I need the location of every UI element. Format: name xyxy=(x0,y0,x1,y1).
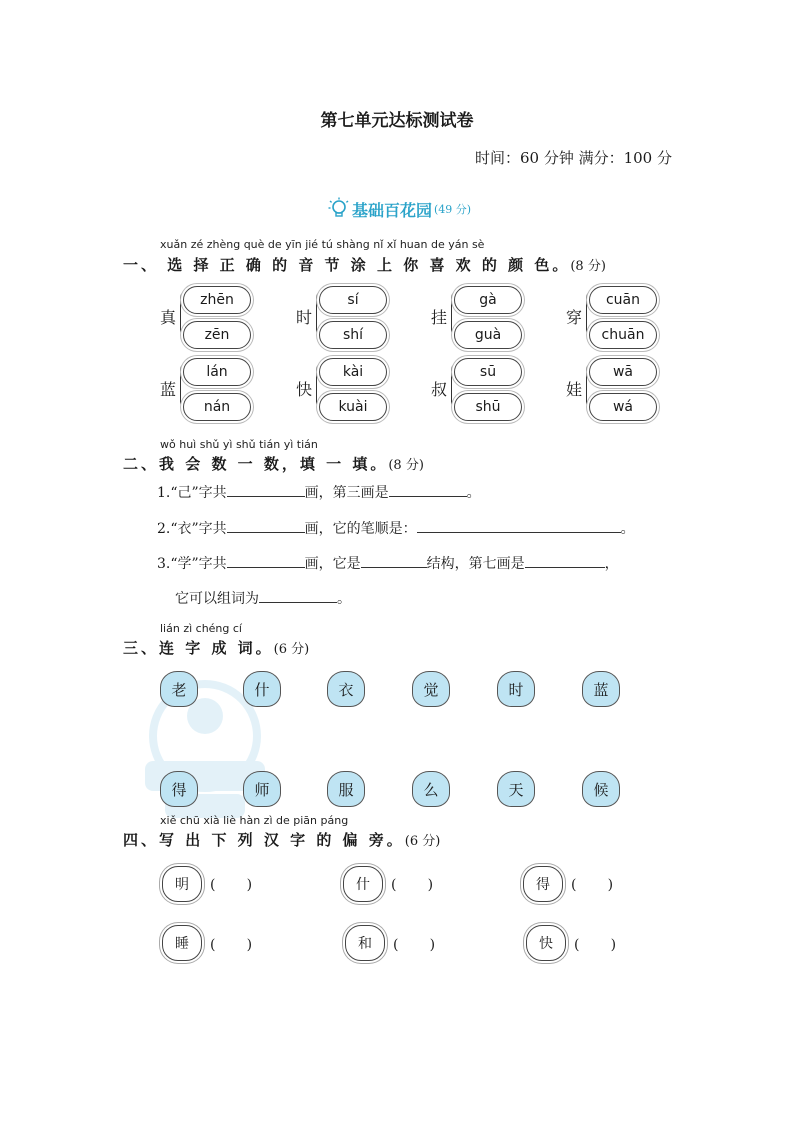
q2-pinyin: wǒ huì shǔ yì shǔ tián yì tián xyxy=(160,438,318,451)
syllable-option[interactable]: gà xyxy=(454,286,522,314)
q3-label: 三、连 字 成 词。 xyxy=(123,639,274,657)
q1-char: 娃 xyxy=(566,380,583,399)
page-title: 第七单元达标测试卷 xyxy=(320,111,474,131)
answer-paren[interactable]: ( ) xyxy=(574,937,617,953)
answer-paren[interactable]: ( ) xyxy=(571,877,614,893)
answer-blank[interactable] xyxy=(227,553,305,568)
radical-char: 快 xyxy=(526,925,566,961)
syllable-option[interactable]: guà xyxy=(454,321,522,349)
banner-points: (49 分) xyxy=(434,203,472,216)
word-tile[interactable]: 天 xyxy=(497,771,535,807)
q4-label: 四、写 出 下 列 汉 字 的 偏 旁。 xyxy=(123,831,405,849)
q1-points: (8 分) xyxy=(570,259,606,274)
word-tile[interactable]: 蓝 xyxy=(582,671,620,707)
text: 2.“衣”字共 xyxy=(157,521,227,537)
word-tile[interactable]: 服 xyxy=(327,771,365,807)
q3-pinyin: lián zì chéng cí xyxy=(160,622,242,635)
syllable-option[interactable]: lán xyxy=(183,358,251,386)
syllable-option[interactable]: chuān xyxy=(589,321,657,349)
word-tile[interactable]: 么 xyxy=(412,771,450,807)
text: 3.“学”字共 xyxy=(157,556,227,572)
syllable-option[interactable]: wá xyxy=(589,393,657,421)
syllable-option[interactable]: wā xyxy=(589,358,657,386)
text: 画，它是 xyxy=(304,556,361,572)
q4-heading xyxy=(123,829,440,850)
radical-char: 和 xyxy=(345,925,385,961)
word-tile[interactable]: 候 xyxy=(582,771,620,807)
syllable-option[interactable]: sí xyxy=(319,286,387,314)
q4-points: (6 分) xyxy=(404,834,441,849)
radical-char: 什 xyxy=(343,866,383,902)
syllable-option[interactable]: shū xyxy=(454,393,522,421)
syllable-option[interactable]: kài xyxy=(319,358,387,386)
syllable-option[interactable]: kuài xyxy=(319,393,387,421)
q1-pinyin: xuǎn zé zhèng què de yīn jié tú shàng nǐ xǐ huan de yán sè xyxy=(160,238,485,251)
answer-blank[interactable] xyxy=(227,482,305,497)
text: 画，第三画是 xyxy=(304,485,389,501)
radical-char: 得 xyxy=(523,866,563,902)
word-tile[interactable]: 觉 xyxy=(412,671,450,707)
q2-heading xyxy=(123,453,424,474)
q2-line-4 xyxy=(175,588,351,608)
word-tile[interactable]: 得 xyxy=(160,771,198,807)
word-tile[interactable]: 什 xyxy=(243,671,281,707)
q1-label: 一、 选 择 正 确 的 音 节 涂 上 你 喜 欢 的 颜 色。 xyxy=(123,256,571,274)
text: 它可以组词为 xyxy=(175,591,259,607)
syllable-option[interactable]: zhēn xyxy=(183,286,251,314)
syllable-option[interactable]: zēn xyxy=(183,321,251,349)
text: 。 xyxy=(620,521,635,537)
text: 画，它的笔顺是： xyxy=(304,521,417,537)
radical-char: 明 xyxy=(162,866,202,902)
answer-blank[interactable] xyxy=(389,482,467,497)
text: 。 xyxy=(466,485,481,501)
q2-label: 二、我 会 数 一 数，填 一 填。 xyxy=(123,455,389,473)
text: 1.“己”字共 xyxy=(157,485,227,501)
banner-label: 基础百花园 xyxy=(352,200,433,220)
word-tile[interactable]: 时 xyxy=(497,671,535,707)
word-tile[interactable]: 衣 xyxy=(327,671,365,707)
answer-paren[interactable]: ( ) xyxy=(391,877,434,893)
q1-char: 时 xyxy=(296,308,313,327)
answer-blank[interactable] xyxy=(417,518,621,533)
q3-points: (6 分) xyxy=(273,642,310,657)
q1-char: 挂 xyxy=(431,308,448,327)
word-tile[interactable]: 师 xyxy=(243,771,281,807)
answer-paren[interactable]: ( ) xyxy=(210,877,253,893)
q4-pinyin: xiě chū xià liè hàn zì de piān páng xyxy=(160,814,349,827)
answer-paren[interactable]: ( ) xyxy=(393,937,436,953)
q1-char: 快 xyxy=(296,380,313,399)
word-tile[interactable]: 老 xyxy=(160,671,198,707)
answer-blank[interactable] xyxy=(259,588,337,603)
section-banner xyxy=(328,196,471,222)
text: 。 xyxy=(337,591,351,607)
lightbulb-icon xyxy=(328,197,350,221)
radical-char: 睡 xyxy=(162,925,202,961)
exam-meta: 时间：60 分钟 满分：100 分 xyxy=(474,149,672,167)
q1-char: 真 xyxy=(160,308,177,327)
q2-line-3 xyxy=(157,553,619,573)
text: 结构，第七画是 xyxy=(426,556,525,572)
q2-line-2 xyxy=(157,518,635,538)
q2-line-1 xyxy=(157,482,481,502)
answer-blank[interactable] xyxy=(227,518,305,533)
q2-points: (8 分) xyxy=(388,458,424,473)
q1-char: 蓝 xyxy=(160,380,177,399)
answer-blank[interactable] xyxy=(361,553,427,568)
syllable-option[interactable]: sū xyxy=(454,358,522,386)
q1-char: 叔 xyxy=(431,380,448,399)
answer-paren[interactable]: ( ) xyxy=(210,937,253,953)
text: ， xyxy=(604,556,619,572)
q3-heading xyxy=(123,637,309,658)
answer-blank[interactable] xyxy=(525,553,605,568)
q1-heading xyxy=(123,254,606,275)
q1-char: 穿 xyxy=(566,308,583,327)
syllable-option[interactable]: cuān xyxy=(589,286,657,314)
syllable-option[interactable]: nán xyxy=(183,393,251,421)
syllable-option[interactable]: shí xyxy=(319,321,387,349)
